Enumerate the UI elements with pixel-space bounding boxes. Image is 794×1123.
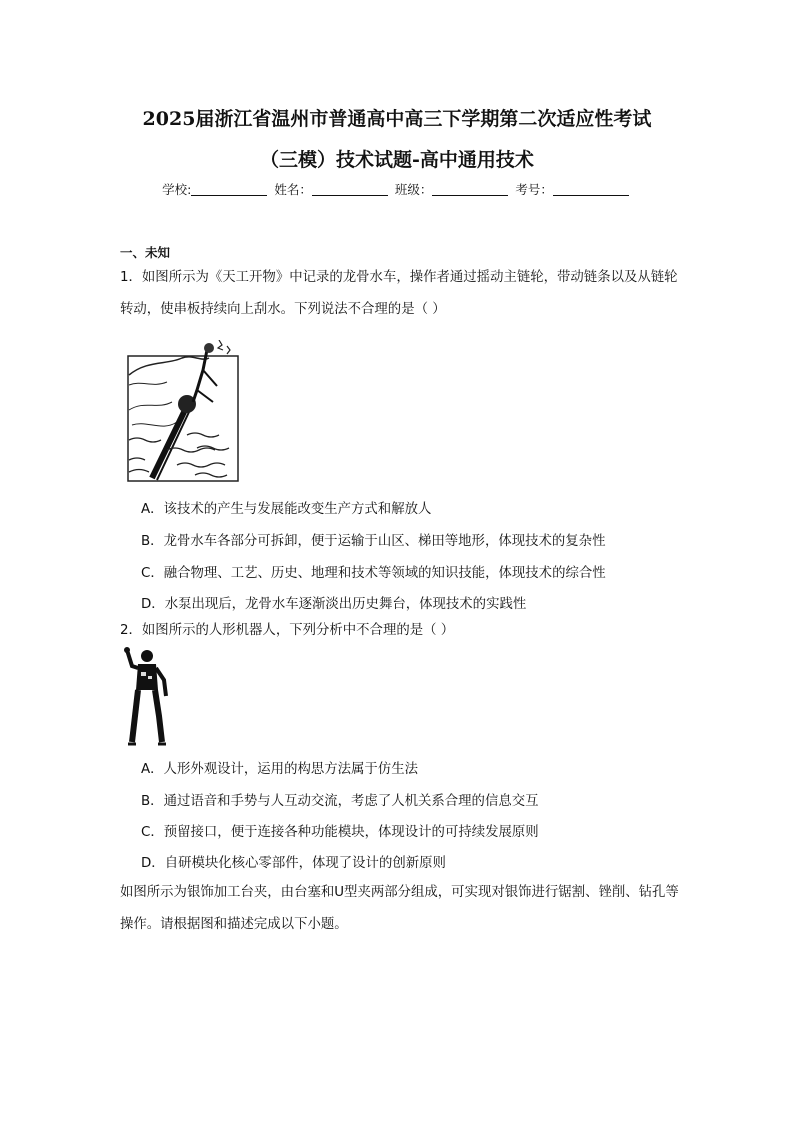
exam-title-line-1: 2025届浙江省温州市普通高中高三下学期第二次适应性考试	[142, 108, 652, 130]
class-label: 班级：	[394, 182, 433, 197]
water-wheel-illustration	[127, 340, 239, 482]
question-group-intro: 如图所示为银饰加工台夹，由台塞和U型夹两部分组成，可实现对银饰进行锯割、锉削、钻孔等操作。请根据图和描述完成以下小题。	[120, 885, 679, 932]
question-2-stem: 2．如图所示的人形机器人，下列分析中不合理的是（ ）	[120, 623, 455, 638]
question-1-stem: 1．如图所示为《天工开物》中记录的龙骨水车，操作者通过摇动主链轮，带动链条以及从链轮转动，使串板持续向上刮水。下列说法不合理的是（ ）	[120, 270, 678, 317]
school-blank	[191, 182, 267, 196]
exam-title-line-2: （三模）技术试题-高中通用技术	[260, 149, 534, 171]
class-blank	[432, 182, 508, 196]
question-2-option-d: D．自研模块化核心零部件，体现了设计的创新原则	[141, 856, 446, 871]
name-blank	[312, 182, 388, 196]
question-2-option-c: C．预留接口，便于连接各种功能模块，体现设计的可持续发展原则	[141, 825, 539, 840]
question-1-option-c: C．融合物理、工艺、历史、地理和技术等领域的知识技能，体现技术的综合性	[141, 566, 606, 581]
question-1-option-d: D．水泵出现后，龙骨水车逐渐淡出历史舞台，体现技术的实践性	[141, 597, 527, 612]
exam-number-blank	[553, 182, 629, 196]
student-info-row	[0, 180, 794, 198]
exam-number-label: 考号：	[515, 182, 553, 197]
school-label: 学校:	[162, 182, 192, 197]
question-2-option-a: A．人形外观设计，运用的构思方法属于仿生法	[141, 762, 418, 777]
humanoid-robot-image	[122, 646, 172, 746]
section-heading: 一、未知	[120, 245, 171, 260]
question-2-option-b: B．通过语音和手势与人互动交流，考虑了人机关系合理的信息交互	[141, 794, 539, 809]
name-label: 姓名：	[274, 182, 312, 197]
question-1-option-b: B．龙骨水车各部分可拆卸，便于运输于山区、梯田等地形，体现技术的复杂性	[141, 534, 606, 549]
question-1-option-a: A．该技术的产生与发展能改变生产方式和解放人	[141, 502, 432, 517]
